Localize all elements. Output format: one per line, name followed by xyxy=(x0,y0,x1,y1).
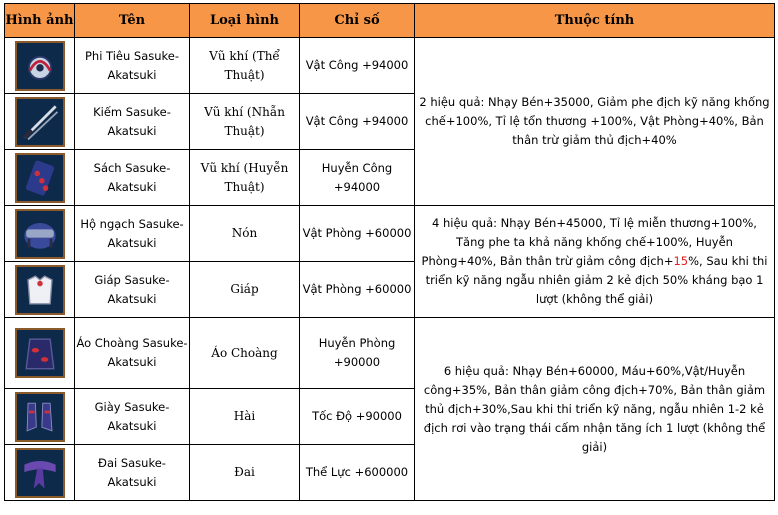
image-cell xyxy=(5,94,75,150)
item-type: Vũ khí (Thể Thuật) xyxy=(190,38,300,94)
item-type: Vũ khí (Huyễn Thuật) xyxy=(190,150,300,206)
item-stat: Thể Lực +600000 xyxy=(300,445,415,501)
header-stat: Chỉ số xyxy=(300,4,415,38)
set-bonus-6: 6 hiệu quả: Nhạy Bén+60000, Máu+60%,Vật/Huyễn công+35%, Bản thân giảm công địch+70%, Bản thân giảm thủ địch+30%,Sau khi thi triển kỹ năng, ngẫu nhiên 1-2 kẻ địch rơi vào trạng thái cấm nhận tăng ích 1 lượt (không thể giải) xyxy=(415,318,775,501)
header-type: Loại hình xyxy=(190,4,300,38)
table-row xyxy=(5,318,775,389)
set-bonus-4-highlight: 15 xyxy=(673,254,689,268)
item-name: Kiếm Sasuke-Akatsuki xyxy=(75,94,190,150)
header-row xyxy=(5,4,775,38)
item-stat: Vật Phòng +60000 xyxy=(300,262,415,318)
item-stat: Tốc Độ +90000 xyxy=(300,389,415,445)
set-bonus-4-text: 4 hiệu quả: Nhạy Bén+45000, Tỉ lệ miễn thương+100%, Tăng phe ta khả năng khống chế+100%, Huyễn Phòng+40%, Bản thân trừ giảm công địch+ xyxy=(421,216,757,268)
item-type: Áo Choàng xyxy=(190,318,300,389)
armor-icon xyxy=(15,265,65,315)
image-cell xyxy=(5,389,75,445)
cloak-icon xyxy=(15,328,65,378)
item-stat: Huyễn Phòng +90000 xyxy=(300,318,415,389)
item-type: Hài xyxy=(190,389,300,445)
image-cell xyxy=(5,38,75,94)
item-name: Áo Choàng Sasuke-Akatsuki xyxy=(75,318,190,389)
scroll-book-icon xyxy=(15,153,65,203)
item-type: Đai xyxy=(190,445,300,501)
item-stat: Vật Công +94000 xyxy=(300,94,415,150)
item-stat: Vật Công +94000 xyxy=(300,38,415,94)
equipment-table xyxy=(4,3,775,501)
image-cell xyxy=(5,445,75,501)
item-name: Giày Sasuke-Akatsuki xyxy=(75,389,190,445)
set-bonus-4-text-end: %, Sau khi thi triển kỹ năng ngẫu nhiên giảm 2 kẻ địch 50% kháng bạo 1 lượt (không thể giải) xyxy=(425,254,768,306)
table-row xyxy=(5,38,775,94)
header-image: Hình ảnh xyxy=(5,4,75,38)
set-bonus-2: 2 hiệu quả: Nhạy Bén+35000, Giảm phe địch kỹ năng khống chế+100%, Tỉ lệ tổn thương +100%, Vật Phòng+40%, Bản thân trừ giảm thủ địch+40% xyxy=(415,38,775,206)
item-name: Phi Tiêu Sasuke-Akatsuki xyxy=(75,38,190,94)
header-attribute: Thuộc tính xyxy=(415,4,775,38)
item-type: Vũ khí (Nhẫn Thuật) xyxy=(190,94,300,150)
item-type: Giáp xyxy=(190,262,300,318)
image-cell xyxy=(5,150,75,206)
image-cell xyxy=(5,206,75,262)
image-cell xyxy=(5,318,75,389)
shuriken-icon xyxy=(15,41,65,91)
header-name: Tên xyxy=(75,4,190,38)
forehead-protector-icon xyxy=(15,209,65,259)
table-row xyxy=(5,206,775,262)
set-bonus-4 xyxy=(415,206,775,318)
sword-icon xyxy=(15,97,65,147)
item-name: Sách Sasuke-Akatsuki xyxy=(75,150,190,206)
item-name: Đai Sasuke-Akatsuki xyxy=(75,445,190,501)
item-name: Hộ ngạch Sasuke-Akatsuki xyxy=(75,206,190,262)
item-stat: Huyễn Công +94000 xyxy=(300,150,415,206)
boots-icon xyxy=(15,392,65,442)
item-name: Giáp Sasuke-Akatsuki xyxy=(75,262,190,318)
belt-icon xyxy=(15,448,65,498)
item-stat: Vật Phòng +60000 xyxy=(300,206,415,262)
item-type: Nón xyxy=(190,206,300,262)
image-cell xyxy=(5,262,75,318)
